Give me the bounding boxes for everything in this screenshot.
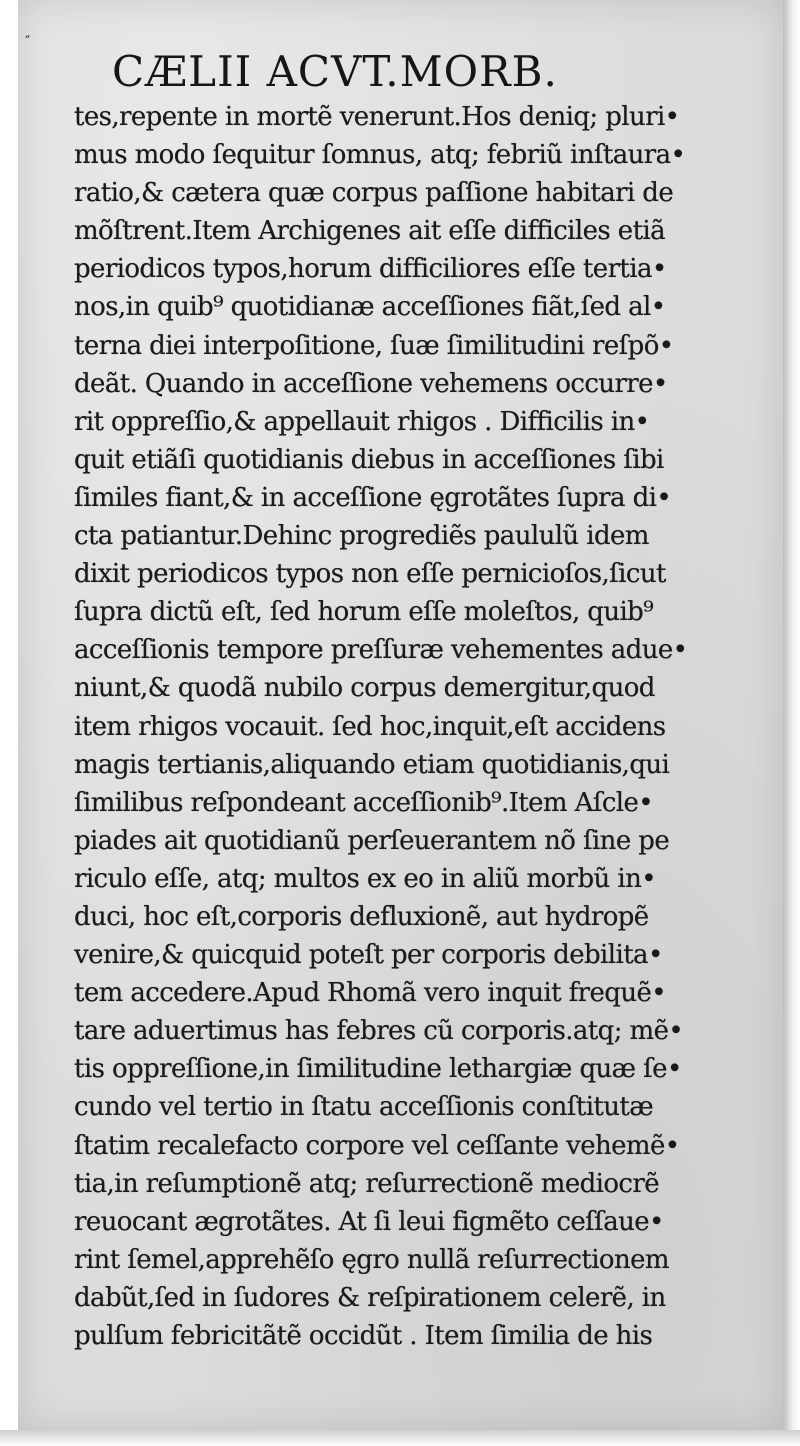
text-line: ſimiles fiant,& in acceſſione ęgrotãtes ſupra di• <box>74 482 672 513</box>
text-line: terna diei interpoſitione, ſuæ ſimilitudini reſpõ• <box>74 330 674 361</box>
text-line: venire,& quicquid poteſt per corporis debilita• <box>74 940 663 971</box>
text-line: rint ſemel,apprehẽſo ęgro nullã reſurrectionem <box>74 1244 669 1275</box>
text-line: item rhigos vocauit. ſed hoc,inquit,eſt accidens <box>74 711 666 742</box>
text-line: acceſſionis tempore preſſuræ vehementes adue• <box>74 635 688 666</box>
text-line: mus modo ſequitur ſomnus, atq; febriũ inſtaura• <box>74 140 686 171</box>
text-line: tes,repente in mortẽ venerunt.Hos deniq; pluri• <box>74 102 680 132</box>
text-line: ſupra dictũ eſt, ſed horum eſſe moleſtos, quib⁹ <box>74 597 654 628</box>
text-line: quit etiãſi quotidianis diebus in acceſſiones ſibi <box>74 444 664 475</box>
text-line: duci, hoc eſt,corporis defluxionẽ, aut hydropẽ <box>74 901 649 932</box>
text-line: magis tertianis,aliquando etiam quotidianis,qui <box>74 749 670 780</box>
text-line: nos,in quib⁹ quotidianæ acceſſiones fiãt,ſed al• <box>74 292 666 323</box>
running-head: CÆLII ACVT.MORB. <box>112 47 558 96</box>
text-line: rit oppreſſio,& appellauit rhigos . Difficilis in• <box>74 406 650 437</box>
text-line: riculo eſſe, atq; multos ex eo in aliũ morbũ in• <box>74 863 656 894</box>
text-line: tem accedere.Apud Rhomã vero inquit frequẽ• <box>74 978 666 1009</box>
text-line: deãt. Quando in acceſſione vehemens occurre• <box>74 368 668 399</box>
text-line: mõſtrent.Item Archigenes ait eſſe difficiles etiã <box>74 216 666 247</box>
text-line: cta patiantur.Dehinc progrediẽs paululũ idem <box>74 521 649 552</box>
body-text <box>74 98 738 1355</box>
text-line: ratio,& cætera quæ corpus paſſione habitari de <box>74 178 674 209</box>
text-line: pulſum febricitãtẽ occidũt . Item ſimilia de his <box>74 1321 653 1351</box>
corner-mark: ″ <box>25 34 31 50</box>
text-line: ſtatim recalefacto corpore vel ceſſante vehemẽ• <box>74 1130 680 1161</box>
text-line: niunt,& quodã nubilo corpus demergitur,quod <box>74 673 655 704</box>
page-edge-bottom <box>0 1430 800 1446</box>
text-line: reuocant ægrotãtes. At ſi leui figmẽto ceſſaue• <box>74 1206 664 1237</box>
text-line: tis oppreſſione,in ſimilitudine lethargiæ quæ ſe• <box>74 1054 682 1085</box>
text-line: dabũt,ſed in ſudores & reſpirationem celerẽ, in <box>74 1282 666 1313</box>
text-line: tia,in reſumptionẽ atq; reſurrectionẽ mediocrẽ <box>74 1168 659 1199</box>
text-line: piades ait quotidianũ perſeuerantem nõ ſine pe <box>74 825 670 856</box>
text-line: cundo vel tertio in ſtatu acceſſionis conſtitutæ <box>74 1092 654 1123</box>
text-line: tare aduertimus has febres cũ corporis.atq; mẽ• <box>74 1016 684 1047</box>
text-line: dixit periodicos typos non eſſe pernicioſos,ſicut <box>74 559 666 590</box>
text-line: ſimilibus reſpondeant acceſſionib⁹.Item Aſcle• <box>74 787 654 818</box>
text-line: periodicos typos,horum difficiliores eſſe tertia• <box>74 254 667 285</box>
page-edge-right <box>783 0 800 1446</box>
